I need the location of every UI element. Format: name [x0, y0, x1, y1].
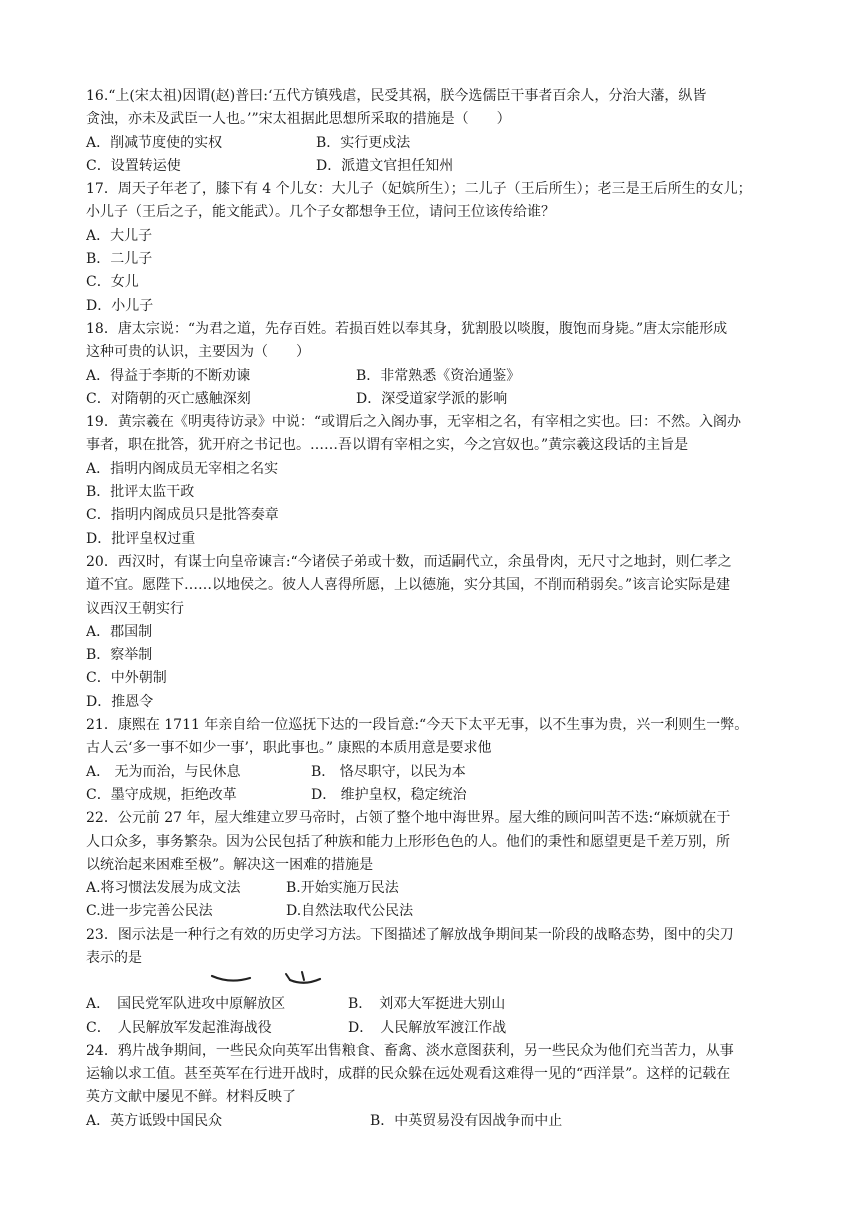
- question-19-stem-line1: 19．黄宗羲在《明夷待访录》中说：“或谓后之入阁办事，无宰相之名，有宰相之实也。曰：不然。入阁办: [86, 414, 741, 431]
- question-23-stem-line2: 表示的是: [86, 949, 142, 966]
- option-a: A． 无为而治，与民休息: [86, 763, 241, 780]
- question-23-options-ab: [86, 993, 786, 1016]
- question-24-stem-line2: 运输以求工值。甚至英军在行进开战时，成群的民众躲在远处观看这难得一见的“西洋景”。这样的记载在: [86, 1066, 731, 1083]
- option-c: C．墨守成规，拒绝改革: [86, 786, 237, 803]
- question-22-options-cd: [86, 900, 786, 923]
- question-21-stem-line2: 古人云‘多一事不如少一事’，职此事也。” 康熙的本质用意是要求他: [86, 740, 492, 757]
- option-a: A．削减节度使的实权: [86, 134, 223, 151]
- question-18-stem-line2: 这种可贵的认识，主要因为（ ）: [86, 344, 310, 361]
- option-c: C． 人民解放军发起淮海战役: [86, 1019, 272, 1036]
- option-b: B． 恪尽职守，以民为本: [311, 763, 466, 780]
- option-b: B．实行更戍法: [316, 134, 411, 151]
- question-22-stem-line2: 人口众多，事务繁杂。因为公民包括了种族和能力上形形色色的人。他们的秉性和愿望更是千差万别，所: [86, 833, 730, 850]
- knife-arrows-figure: [206, 970, 346, 992]
- option-a: A．郡国制: [86, 623, 153, 640]
- question-23-stem-line1: 23．图示法是一种行之有效的历史学习方法。下图描述了解放战争期间某一阶段的战略态势，图中的尖刀: [86, 926, 734, 943]
- option-a: A． 国民党军队进攻中原解放区: [86, 996, 286, 1013]
- option-d: D．派遣文官担任知州: [316, 157, 454, 174]
- question-19-stem-line2: 事者，职在批答，犹开府之书记也。……吾以谓有宰相之实，今之宫奴也。”黄宗羲这段话的主旨是: [86, 437, 689, 454]
- option-c: C．中外朝制: [86, 670, 167, 687]
- option-c: C．设置转运使: [86, 157, 181, 174]
- option-a: A.将习惯法发展为成文法: [86, 880, 241, 897]
- question-16-options-ab: [86, 132, 786, 155]
- option-a: A．英方诋毁中国民众: [86, 1112, 223, 1129]
- option-d: D．批评皇权过重: [86, 530, 196, 547]
- option-a: A．指明内阁成员无宰相之名实: [86, 460, 279, 477]
- option-b: B．察举制: [86, 647, 153, 664]
- option-b: B． 刘邓大军挺进大别山: [348, 996, 506, 1013]
- question-16-stem-line1: 16.“上(宋太祖)因谓(赵)普曰:‘五代方镇残虐，民受其祸，朕今选儒臣干事者百余人，分治大藩，纵皆: [86, 88, 707, 104]
- option-c: C.进一步完善公民法: [86, 903, 213, 920]
- option-b: B．批评太监干政: [86, 484, 195, 501]
- question-24-stem-line1: 24．鸦片战争期间，一些民众向英军出售粮食、畜禽、淡水意图获利，另一些民众为他们充当苦力，从事: [86, 1042, 734, 1059]
- option-a: A．大儿子: [86, 227, 153, 244]
- question-22-options-ab: [86, 877, 786, 900]
- option-d: D． 人民解放军渡江作战: [348, 1019, 507, 1036]
- option-d: D．推恩令: [86, 693, 154, 710]
- question-17-stem-line2: 小儿子（王后之子，能文能武）。几个子女都想争王位，请问王位该传给谁？: [86, 204, 555, 221]
- option-c: C．女儿: [86, 274, 139, 291]
- option-c: C．指明内阁成员只是批答奏章: [86, 507, 279, 524]
- question-20-stem-line2: 道不宜。愿陛下……以地侯之。彼人人喜得所愿，上以德施，实分其国，不削而稍弱矣。”该言论实际是建: [86, 577, 731, 594]
- option-d: D． 维护皇权，稳定统治: [311, 786, 467, 803]
- question-18-stem-line1: 18．唐太宗说：“为君之道，先存百姓。若损百姓以奉其身，犹割股以啖腹，腹饱而身毙。”唐太宗能形成: [86, 320, 728, 337]
- question-21-options-ab: [86, 761, 786, 784]
- option-d: D．小儿子: [86, 297, 154, 314]
- question-18-options-ab: [86, 365, 786, 388]
- question-16-stem-line2: 贪浊，亦未及武臣一人也。’”宋太祖据此思想所采取的措施是（ ）: [86, 111, 511, 128]
- option-d: D．深受道家学派的影响: [356, 390, 508, 407]
- question-24-options-ab: [86, 1110, 786, 1133]
- question-20-stem-line1: 20．西汉时，有谋士向皇帝谏言:“今诸侯子弟或十数，而适嗣代立，余虽骨肉，无尺寸之地封，则仁孝之: [86, 553, 732, 570]
- strategic-situation-figure: [86, 970, 786, 993]
- option-b: B.开始实施万民法: [286, 880, 399, 897]
- question-23-options-cd: [86, 1017, 786, 1040]
- question-17-stem-line1: 17．周天子年老了，膝下有 4 个儿女：大儿子（妃嫔所生）；二儿子（王后所生）；老三是王后所生的女儿；: [86, 181, 752, 198]
- option-b: B．非常熟悉《资治通鉴》: [356, 367, 521, 384]
- option-c: C．对隋朝的灭亡感触深刻: [86, 390, 251, 407]
- option-a: A．得益于李斯的不断劝谏: [86, 367, 251, 384]
- question-20-stem-line3: 议西汉王朝实行: [86, 600, 184, 617]
- option-b: B．二儿子: [86, 251, 153, 268]
- question-24-stem-line3: 英方文献中屡见不鲜。材料反映了: [86, 1089, 296, 1106]
- question-21-options-cd: [86, 784, 786, 807]
- question-21-stem-line1: 21．康熙在 1711 年亲自给一位巡抚下达的一段旨意:“今天下太平无事，以不生事为贵，兴一利则生一弊。: [86, 717, 749, 734]
- question-16-options-cd: [86, 155, 786, 178]
- question-18-options-cd: [86, 388, 786, 411]
- exam-page: [86, 85, 786, 1133]
- option-b: B．中英贸易没有因战争而中止: [370, 1112, 563, 1129]
- question-22-stem-line1: 22．公元前 27 年，屋大维建立罗马帝时，占领了整个地中海世界。屋大维的顾问叫苦不迭:“麻烦就在于: [86, 810, 731, 827]
- question-22-stem-line3: 以统治起来困难至极”。解决这一困难的措施是: [86, 856, 374, 873]
- option-d: D.自然法取代公民法: [286, 903, 414, 920]
